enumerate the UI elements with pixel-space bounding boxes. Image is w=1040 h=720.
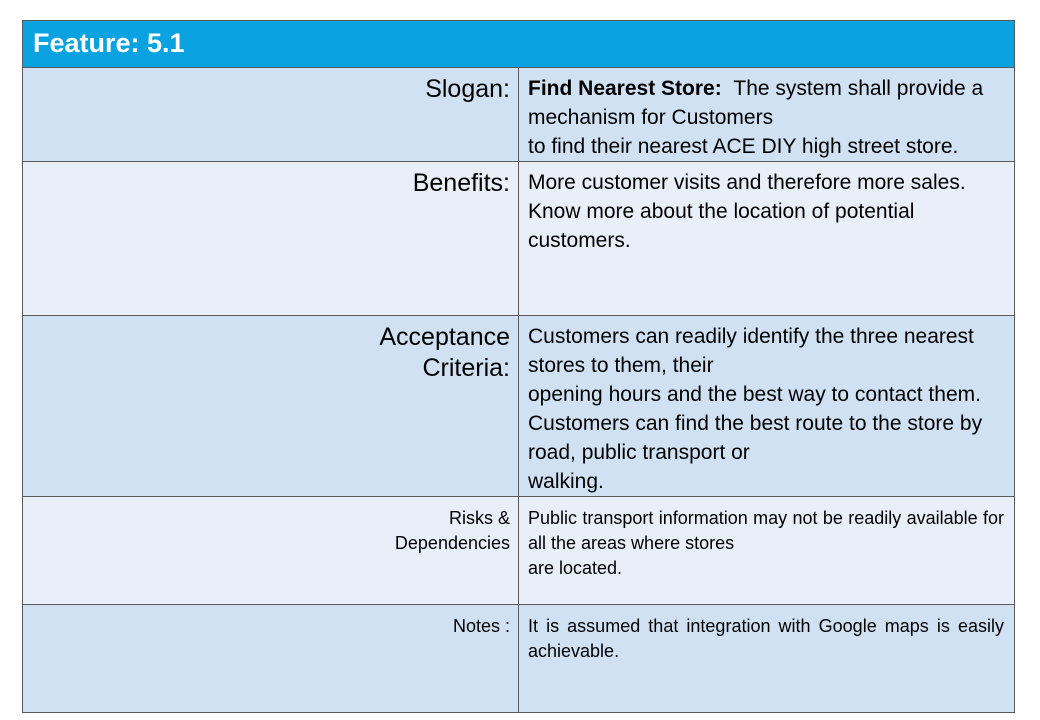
slogan-text-1: The system shall provide a mechanism for Customers bbox=[528, 77, 984, 129]
benefits-line-1: More customer visits and therefore more sales. bbox=[528, 171, 966, 194]
benefits-content bbox=[519, 162, 1015, 316]
feature-table bbox=[22, 20, 1015, 713]
slogan-text-2: to find their nearest ACE DIY high street store. bbox=[528, 135, 959, 158]
risks-row bbox=[23, 497, 1015, 605]
acceptance-row bbox=[23, 316, 1015, 497]
acceptance-line-3: Customers can find the best route to the store by road, public transport or bbox=[528, 412, 983, 464]
slogan-lead: Find Nearest Store: bbox=[528, 77, 722, 100]
risks-label-line-2: Dependencies bbox=[394, 533, 510, 553]
slogan-line-1 bbox=[528, 74, 1004, 132]
acceptance-content bbox=[519, 316, 1015, 497]
acceptance-line-2: opening hours and the best way to contact them. bbox=[528, 383, 981, 406]
risks-label-line-1: Risks & bbox=[448, 508, 510, 528]
risks-line-2: are located. bbox=[528, 558, 623, 578]
notes-content: It is assumed that integration with Google maps is easily achievable. bbox=[519, 605, 1015, 713]
risks-line-1: Public transport information may not be readily available for all the areas where stores bbox=[528, 508, 1004, 553]
acceptance-label-line-1: Acceptance bbox=[379, 323, 510, 351]
risks-content bbox=[519, 497, 1015, 605]
acceptance-label bbox=[23, 316, 519, 497]
risks-label bbox=[23, 497, 519, 605]
notes-label: Notes : bbox=[23, 605, 519, 713]
slogan-label: Slogan: bbox=[23, 68, 519, 162]
benefits-row bbox=[23, 162, 1015, 316]
benefits-line-2: Know more about the location of potential customers. bbox=[528, 200, 915, 252]
acceptance-line-1: Customers can readily identify the three nearest stores to them, their bbox=[528, 325, 974, 377]
notes-row bbox=[23, 605, 1015, 713]
feature-header-row bbox=[23, 21, 1015, 68]
slogan-row bbox=[23, 68, 1015, 162]
acceptance-label-line-2: Criteria: bbox=[422, 354, 510, 382]
feature-title: Feature: 5.1 bbox=[23, 21, 1015, 68]
slogan-content bbox=[519, 68, 1015, 162]
acceptance-line-4: walking. bbox=[528, 470, 604, 493]
benefits-label: Benefits: bbox=[23, 162, 519, 316]
